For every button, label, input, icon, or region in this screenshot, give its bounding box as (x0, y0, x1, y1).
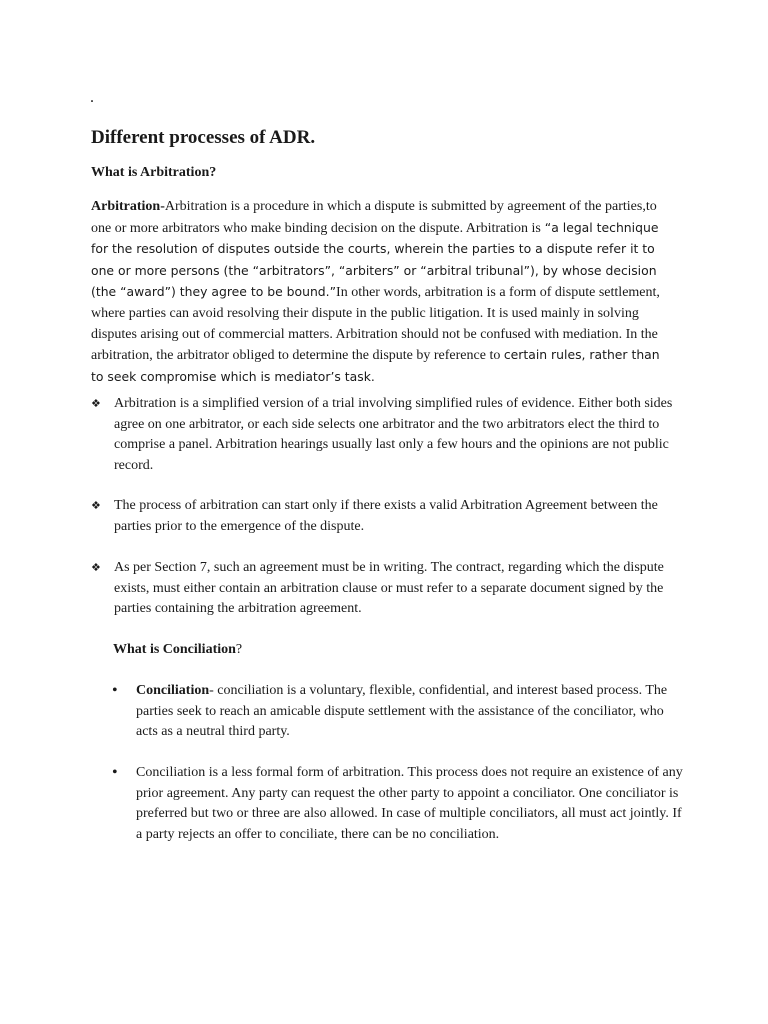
arbitration-lead: Arbitration- (91, 199, 165, 214)
conciliation-heading-mark: ? (235, 642, 243, 657)
conciliation-heading-bold: What is Conciliation (113, 642, 236, 657)
conciliation-lead: Conciliation (136, 683, 210, 698)
round-bullet-icon: • (112, 682, 118, 699)
arbitration-point-1 (91, 394, 681, 476)
conciliation-point-2 (112, 763, 687, 845)
arbitration-paragraph (91, 197, 671, 388)
arbitration-point-text: The process of arbitration can start only if there exists a valid Arbitration Agreement between the parties prior to the emergence of the dispute. (114, 498, 658, 534)
stray-period: . (90, 89, 94, 106)
arbitration-point-text: Arbitration is a simplified version of a trial involving simplified rules of evidence. Either both sides agree on one arbitrator, or each side selects one arbitrator and the two arbitrators elect the third to comprise a panel. Arbitration hearings usually last only a few hours and the opinions are not public record. (114, 396, 673, 473)
arbitration-text-4: certain rules, rather than to seek compromise which is mediator’s task. (91, 347, 660, 384)
conciliation-point-text (136, 763, 687, 845)
diamond-bullet-icon: ❖ (91, 397, 101, 410)
arbitration-point-text: As per Section 7, such an agreement must be in writing. The contract, regarding which the dispute exists, must either contain an arbitration clause or must refer to a separate document signed by the parties containing the arbitration agreement. (114, 560, 664, 617)
arbitration-text-2: “a legal technique for the resolution of disputes outside the courts, wherein the parties to a dispute refer it to one or more persons (the “arbitrators”, “arbiters” or “arbitral tribunal”), by whose decision (the “award”) they agree to be bound.” (91, 219, 659, 300)
diamond-bullet-icon: ❖ (91, 561, 101, 574)
arbitration-point-2 (91, 496, 681, 537)
conciliation-point-body: - conciliation is a voluntary, flexible, confidential, and interest based process. The parties seek to reach an amicable dispute settlement with the assistance of the conciliator, who acts as a neutral third party. (136, 683, 668, 740)
page-title: Different processes of ADR. (91, 127, 316, 148)
conciliation-point-text (136, 681, 687, 743)
round-bullet-icon: • (112, 764, 118, 781)
diamond-bullet-icon: ❖ (91, 499, 101, 512)
arbitration-point-3 (91, 558, 681, 620)
arbitration-text-1: Arbitration is a procedure in which a dispute is submitted by agreement of the parties,to one or more arbitrators who make binding decision on the dispute. Arbitration is (91, 199, 657, 236)
conciliation-heading (113, 641, 242, 659)
conciliation-point-body: Conciliation is a less formal form of arbitration. This process does not require an existence of any prior agreement. Any party can request the other party to appoint a conciliator. One conciliator is preferred but two or three are also allowed. In case of multiple conciliators, all must act jointly. If a party rejects an offer to conciliate, there can be no conciliation. (136, 765, 683, 842)
arbitration-text-3: In other words, arbitration is a form of dispute settlement, where parties can avoid resolving their dispute in the public litigation. It is used mainly in solving disputes arising out of commercial matters. Arbitration should not be confused with mediation. In the arbitration, the arbitrator obliged to determine the dispute by reference to (91, 285, 660, 364)
conciliation-point-1 (112, 681, 687, 743)
arbitration-heading: What is Arbitration? (91, 165, 217, 180)
